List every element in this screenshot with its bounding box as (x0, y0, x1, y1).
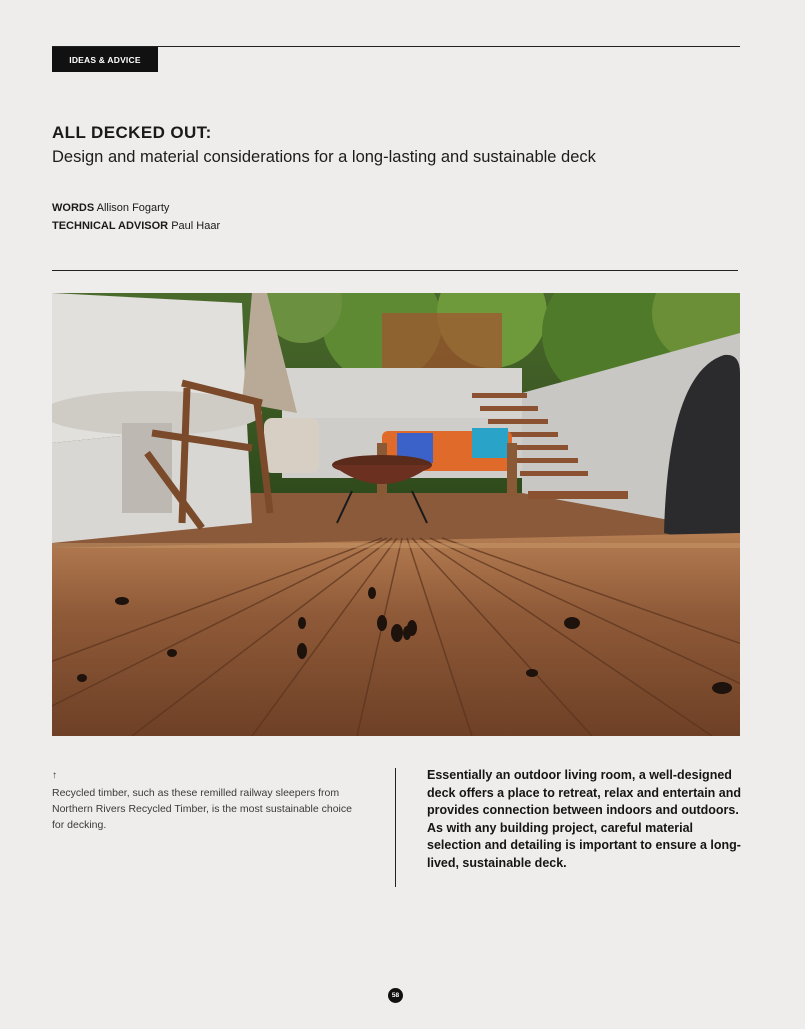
credit-role: WORDS (52, 202, 95, 214)
caption-arrow: ↑ (52, 770, 57, 781)
column-divider (395, 768, 396, 887)
credit-name: Allison Fogarty (96, 202, 170, 214)
credit-technical-advisor (52, 217, 220, 235)
page-number: 58 (388, 988, 403, 1003)
deck-photo (52, 293, 740, 736)
section-tag: IDEAS & ADVICE (52, 47, 158, 72)
credit-words (52, 199, 220, 217)
credit-name: Paul Haar (171, 220, 221, 232)
photo-caption: Recycled timber, such as these remilled railway sleepers from Northern Rivers Recycled Timber, is the most sustainable choice for decking. (52, 787, 352, 831)
article-subtitle: Design and material considerations for a long-lasting and sustainable deck (52, 148, 596, 166)
credit-role: TECHNICAL ADVISOR (52, 220, 169, 232)
mid-divider (52, 270, 738, 271)
deck-illustration (52, 293, 740, 736)
article-title: ALL DECKED OUT: (52, 123, 212, 142)
article-intro: Essentially an outdoor living room, a well-designed deck offers a place to retreat, relax and entertain and provides connection between indoors and outdoors. As with any building project, careful material selection and detailing is important to ensure a long-lived, sustainable deck. (427, 768, 742, 870)
credits (52, 199, 220, 235)
